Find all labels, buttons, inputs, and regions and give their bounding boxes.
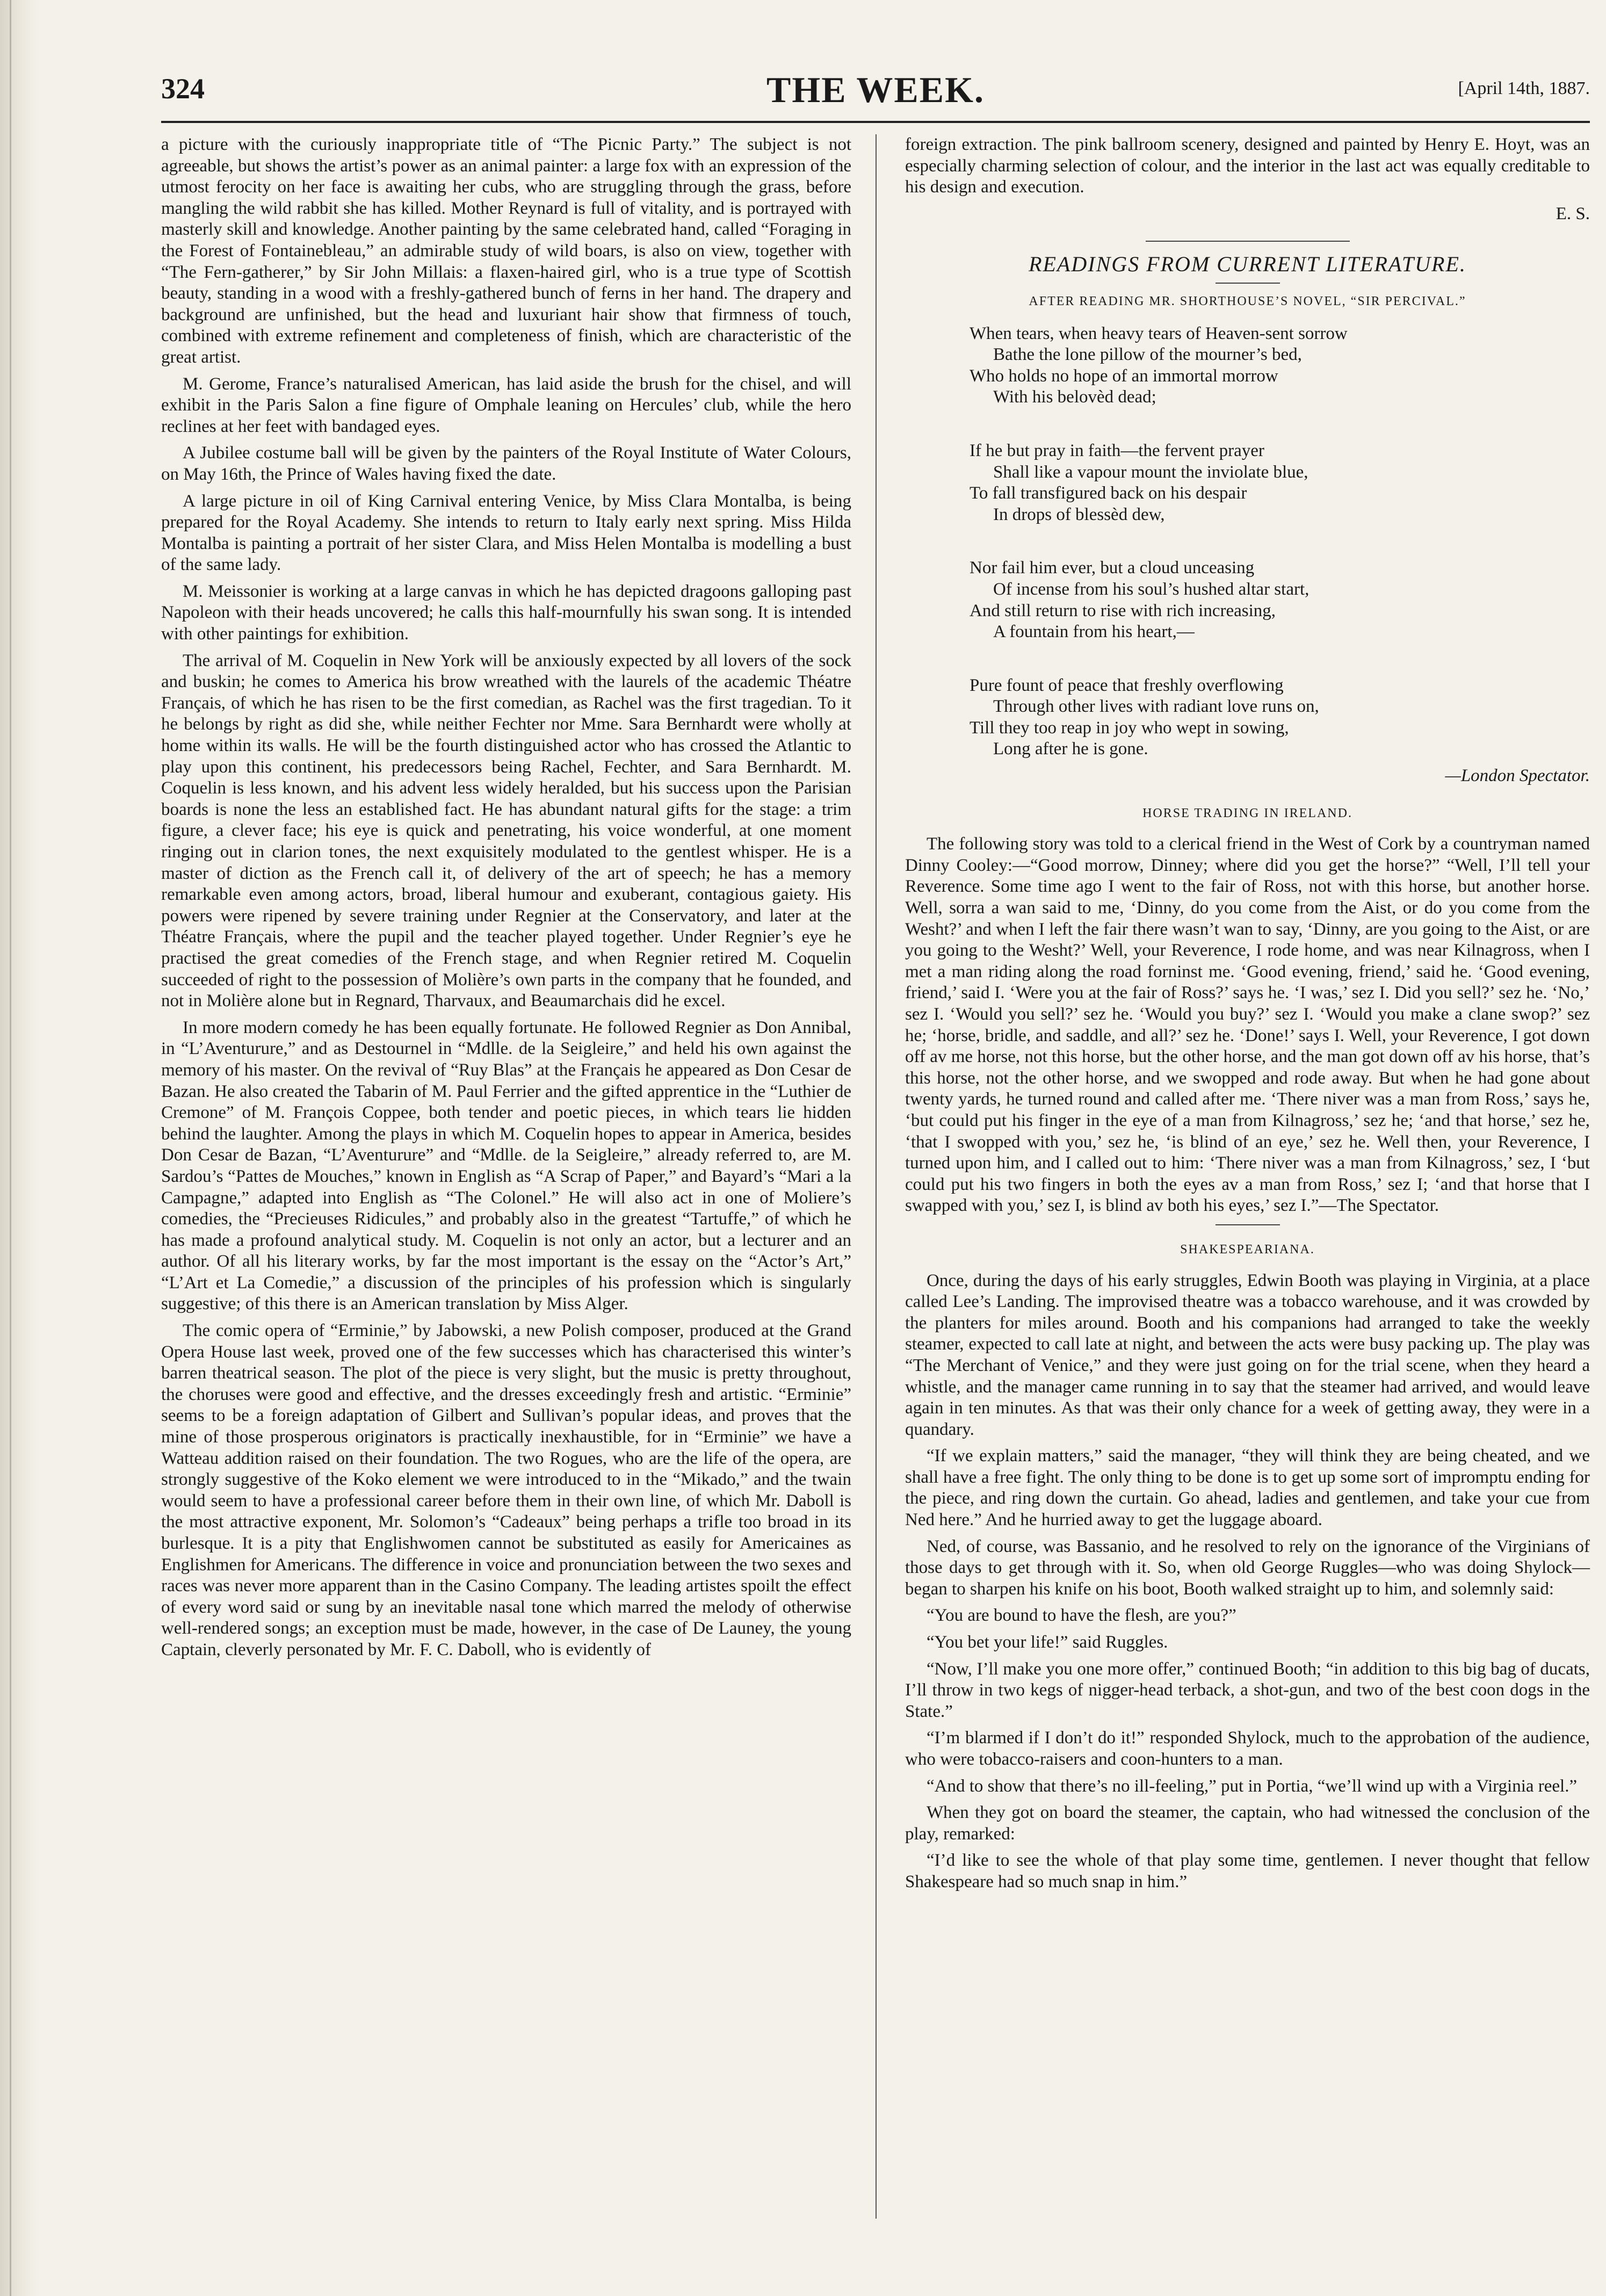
article-paragraph: The following story was told to a clerical friend in the West of Cork by a countryman named Dinny Cooley:—“Good morrow, Dinney; where did you get the horse?” “Well, I’ll tell your Reverence. Some time ago I went to the fair of Ross, not with this horse, but another horse. Well, sorra a wan said to me, ‘Dinny, do you come from the Aist, or do you come from the Wesht?’ and when I left the fair there wasn’t wan to say, ‘Dinny, are you going to the Aist, or are you going to the Wesht?’ Well, your Reverence, I rode home, and was near Kilnagross, when I met a man riding along the road forninst me. ‘Good evening, friend,’ said he. ‘Good evening, friend,’ said I. ‘Were you at the fair of Ross?’ says he. ‘I was,’ sez I. Did you sell?’ sez he. ‘No,’ sez I. ‘Would you sell?’ sez he. ‘Would you buy?’ sez I. ‘Would you make a clane swop?’ sez he; ‘horse, bridle, and saddle, and all?’ sez he. ‘Done!’ says I. Well, your Reverence, I got down off av me horse, not this horse, but the other horse, and the man got down off av his horse, that’s this horse, not the other horse, and we swopped and rode away. But when he had gone about twenty yards, he turned round and called after me. ‘There niver was a man from Ross,’ says he, ‘but could put his finger in the eye of a man from Kilnagross,’ sez he; ‘and that horse,’ sez he, ‘that I swopped with you,’ sez he, ‘is blind of an eye,’ sez he. Well then, your Reverence, I turned upon him, and I called out to him: ‘There niver was a man from Kilnagross,’ sez, I ‘but could put his two fingers in both the eyes av a man from Ross,’ sez I; ‘and that horse that I swapped with you,’ sez I, is blind av both his eyes,’ sez I.”—The Spectator. (905, 834, 1590, 1216)
article-paragraph: “You bet your life!” said Ruggles. (927, 1633, 1168, 1652)
section-rule (1216, 1224, 1280, 1225)
section-heading-readings: READINGS FROM CURRENT LITERATURE. (1029, 252, 1466, 277)
poem (970, 323, 1590, 761)
article-paragraph: a picture with the curiously inappropriate title of “The Picnic Party.” The subject is not agreeable, but shows the artist’s power as an animal painter: a large fox with an expression of the utmost ferocity on her face is awaiting her cubs, who are struggling through the grass, before mangling the wild rabbit she has killed. Mother Reynard is full of vitality, and is portrayed with masterly skill and knowledge. Another painting by the same celebrated hand, called “Foraging in the Forest of Fontainebleau,” an admirable study of wild boars, is also on view, together with “The Fern-gatherer,” by Sir John Millais: a flaxen-haired girl, who is a true type of Scottish beauty, standing in a wood with a freshly-gathered bunch of ferns in her hand. The drapery and background are unfinished, but the head and luxuriant hair show that firmness of touch, combined with extreme refinement and completeness of finish, which are characteristic of the great artist. (161, 135, 851, 367)
article-paragraph: Once, during the days of his early struggles, Edwin Booth was playing in Virginia, at a place called Lee’s Landing. The improvised theatre was a tobacco warehouse, and it was crowded by the planters for miles around. Booth and his companions had arranged to take the weekly steamer, expected to call late at night, and between the acts were busy packing up. The play was “The Merchant of Venice,” and they were just going on for the trial scene, when they heard a whistle, and the manager came running in to say that the steamer had arrived, and would leave again in ten minutes. As that was their only chance for a week of getting away, they were in a quandary. (905, 1270, 1590, 1439)
section-heading-horse-trading: HORSE TRADING IN IRELAND. (1142, 806, 1352, 820)
page-number: 324 (161, 73, 205, 105)
poem-stanza (970, 558, 1590, 642)
right-column (905, 134, 1590, 1898)
section-rule (1146, 241, 1350, 242)
poem-line: Of incense from his soul’s hushed altar start, (993, 579, 1310, 599)
poem-line: When tears, when heavy tears of Heaven-sent sorrow (970, 323, 1348, 343)
article-paragraph: “Now, I’ll make you one more offer,” continued Booth; “in addition to this big bag of ducats, I’ll throw in two kegs of nigger-head terback, a shot-gun, and two of the best coon dogs in the State.” (905, 1659, 1590, 1721)
article-paragraph: The arrival of M. Coquelin in New York will be anxiously expected by all lovers of the sock and buskin; he comes to America his brow wreathed with the laurels of the academic Théatre Français, of which he has risen to be the first comedian, as Rachel was the first tragedian. To it he belongs by right as did she, while neither Fechter nor Mme. Sara Bernhardt were wholly at home within its walls. He will be the fourth distinguished actor who has crossed the Atlantic to play upon this continent, his predecessors being Rachel, Fechter, and Sara Bernhardt. M. Coquelin is less known, and his advent less widely heralded, but his success upon the Parisian boards is none the less an established fact. He has abundant natural gifts for the stage: a trim figure, a clever face; his eye is quick and penetrating, his voice wonderful, at one moment ringing out in clarion tones, the next exquisitely modulated to the gentlest whisper. He is a master of diction as the French call it, of delivery of the art of speech; he has a memory remarkable even among actors, broad, liberal humour and exuberant, contagious gaiety. His powers were ripened by severe training under Regnier at the Conservatory, and later at the Théatre Français, where the pupil and the teacher played together. Under Regnier’s eye he practised the great comedies of the French stage, and when Regnier retired M. Coquelin succeeded of right to the possession of Molière’s own parts in the company that he founded, and not in Molière alone but in Regnard, Tharvaux, and Beaumarchais did he excel. (161, 651, 851, 1011)
poem-line: And still return to rise with rich increasing, (970, 601, 1276, 620)
article-paragraph: In more modern comedy he has been equally fortunate. He followed Regnier as Don Annibal, in “L’Aventurure,” and as Destournel in “Mdlle. de la Seigleire,” and held his own against the memory of his master. On the revival of “Ruy Blas” at the Français he appeared as Don Cesar de Bazan. He also created the Tabarin of M. Paul Ferrier and the gifted apprentice in the “Luthier de Cremone” of M. François Coppee, both tender and poetic pieces, in which tears lie hidden behind the laughter. Among the plays in which M. Coquelin hopes to appear in America, besides Don Cesar de Bazan, “L’Aventurure” and “Mdlle. de la Seigleire,” already referred to, are M. Sardou’s “Pattes de Mouches,” known in English as “A Scrap of Paper,” and Bayard’s “Mari a la Campagne,” adapted into English as “The Colonel.” He will also act in one of Moliere’s comedies, the “Precieuses Ridicules,” and probably also in the greatest “Tartuffe,” of which he has made a profound analytical study. M. Coquelin is not only an actor, but a lecturer and an author. Of all his literary works, by far the most important is the essay on the “Actor’s Art,” “L’Art et La Comedie,” a discussion of the principles of his profession which is singularly suggestive; of this there is an American translation by Miss Alger. (161, 1017, 851, 1314)
article-paragraph: “If we explain matters,” said the manager, “they will think they are being cheated, and we shall have a free fight. The only thing to be done is to get up some sort of impromptu ending for the piece, and ring down the curtain. Go ahead, ladies and gentlemen, and take your cue from Ned here.” And he hurried away to get the luggage aboard. (905, 1446, 1590, 1530)
author-signature: E. S. (1556, 204, 1590, 223)
article-paragraph: “I’d like to see the whole of that play some time, gentlemen. I never thought that fellow Shakespeare had so much snap in him.” (905, 1851, 1590, 1891)
issue-date: [April 14th, 1887. (1458, 78, 1590, 98)
poem-line: Pure fount of peace that freshly overflowing (970, 675, 1284, 695)
article-paragraph: Ned, of course, was Bassanio, and he resolved to rely on the ignorance of the Virginians of those days to get through with it. So, when old George Ruggles—who was doing Shylock—began to sharpen his knife on his boot, Booth walked straight up to him, and solemnly said: (905, 1536, 1590, 1599)
poem-line: Shall like a vapour mount the inviolate blue, (993, 462, 1308, 482)
section-rule (1216, 283, 1280, 284)
poem-line: Through other lives with radiant love runs on, (993, 697, 1319, 717)
article-paragraph: “You are bound to have the flesh, are you?” (927, 1606, 1236, 1626)
poem-line: To fall transfigured back on his despair (970, 483, 1247, 503)
poem-subtitle: AFTER READING MR. SHORTHOUSE’S NOVEL, “SIR PERCIVAL.” (1029, 294, 1466, 308)
masthead-title: THE WEEK. (766, 69, 985, 110)
poem-line: Who holds no hope of an immortal morrow (970, 366, 1278, 386)
section-heading-shakespeariana: SHAKESPEARIANA. (1180, 1242, 1315, 1257)
left-column (161, 134, 851, 1666)
header-rule (161, 121, 1590, 123)
article-paragraph: M. Gerome, France’s naturalised American, has laid aside the brush for the chisel, and will exhibit in the Paris Salon a fine figure of Omphale leaning on Hercules’ club, while the hero reclines at her feet with bandaged eyes. (161, 374, 851, 436)
page-binding-edge (0, 0, 38, 2296)
poem-attribution: —London Spectator. (1445, 766, 1590, 786)
article-paragraph: M. Meissonier is working at a large canvas in which he has depicted dragoons galloping past Napoleon with their heads uncovered; he calls this half-mournfully his swan song. It is intended with other paintings for exhibition. (161, 581, 851, 644)
poem-stanza (970, 675, 1590, 760)
poem-stanza (970, 323, 1590, 408)
poem-line: In drops of blessèd dew, (993, 504, 1165, 524)
article-paragraph: When they got on board the steamer, the captain, who had witnessed the conclusion of the play, remarked: (905, 1803, 1590, 1844)
poem-stanza (970, 441, 1590, 525)
poem-line: A fountain from his heart,— (993, 622, 1195, 642)
article-paragraph: “And to show that there’s no ill-feeling,” put in Portia, “we’ll wind up with a Virginia reel.” (927, 1776, 1578, 1796)
poem-line: Bathe the lone pillow of the mourner’s bed, (993, 345, 1302, 365)
column-divider (876, 134, 877, 2219)
article-paragraph: A large picture in oil of King Carnival entering Venice, by Miss Clara Montalba, is being prepared for the Royal Academy. She intends to return to Italy early next spring. Miss Hilda Montalba is painting a portrait of her sister Clara, and Miss Helen Montalba is modelling a bust of the same lady. (161, 491, 851, 575)
page-header (161, 64, 1590, 113)
poem-line: If he but pray in faith—the fervent prayer (970, 441, 1264, 460)
article-paragraph: The comic opera of “Erminie,” by Jabowski, a new Polish composer, produced at the Grand Opera House last week, proved one of the few successes which has characterised this winter’s barren theatrical season. The plot of the piece is very slight, but the music is pretty throughout, the choruses were good and effective, and the dresses exceedingly fresh and artistic. “Erminie” seems to be a foreign adaptation of Gilbert and Sullivan’s popular ideas, and proves that the mine of those prosperous originators is practically inexhaustible, for in “Erminie” we have a Watteau addition raised on their foundation. The two Rogues, who are the life of the opera, are strongly suggestive of the Koko element we were introduced to in the “Mikado,” and the twain would seem to have a professional career before them in their own line, of which Mr. Daboll is the most attractive exponent, Mr. Solomon’s “Cadeaux” being perhaps a trifle too broad in its burlesque. It is a pity that Englishwomen cannot be substituted as easily for Americaines as Englishmen for Americans. The difference in voice and pronunciation between the two sexes and races was never more apparent than in the Casino Company. The leading artistes spoilt the effect of every word said or sung by an inevitable nasal tone which marred the melody of otherwise well-rendered songs; an exception must be made, however, in the case of De Launey, the young Captain, cleverly personated by Mr. F. C. Daboll, who is evidently of (161, 1321, 851, 1659)
poem-line: Long after he is gone. (993, 739, 1148, 759)
poem-line: With his belovèd dead; (993, 387, 1156, 407)
poem-line: Till they too reap in joy who wept in sowing, (970, 718, 1289, 738)
article-paragraph: foreign extraction. The pink ballroom scenery, designed and painted by Henry E. Hoyt, was an especially charming selection of colour, and the interior in the last act was equally creditable to his design and execution. (905, 135, 1590, 197)
poem-line: Nor fail him ever, but a cloud unceasing (970, 558, 1255, 578)
article-paragraph: A Jubilee costume ball will be given by the painters of the Royal Institute of Water Colours, on May 16th, the Prince of Wales having fixed the date. (161, 443, 851, 484)
article-paragraph: “I’m blarmed if I don’t do it!” responded Shylock, much to the approbation of the audience, who were tobacco-raisers and coon-hunters to a man. (905, 1728, 1590, 1769)
